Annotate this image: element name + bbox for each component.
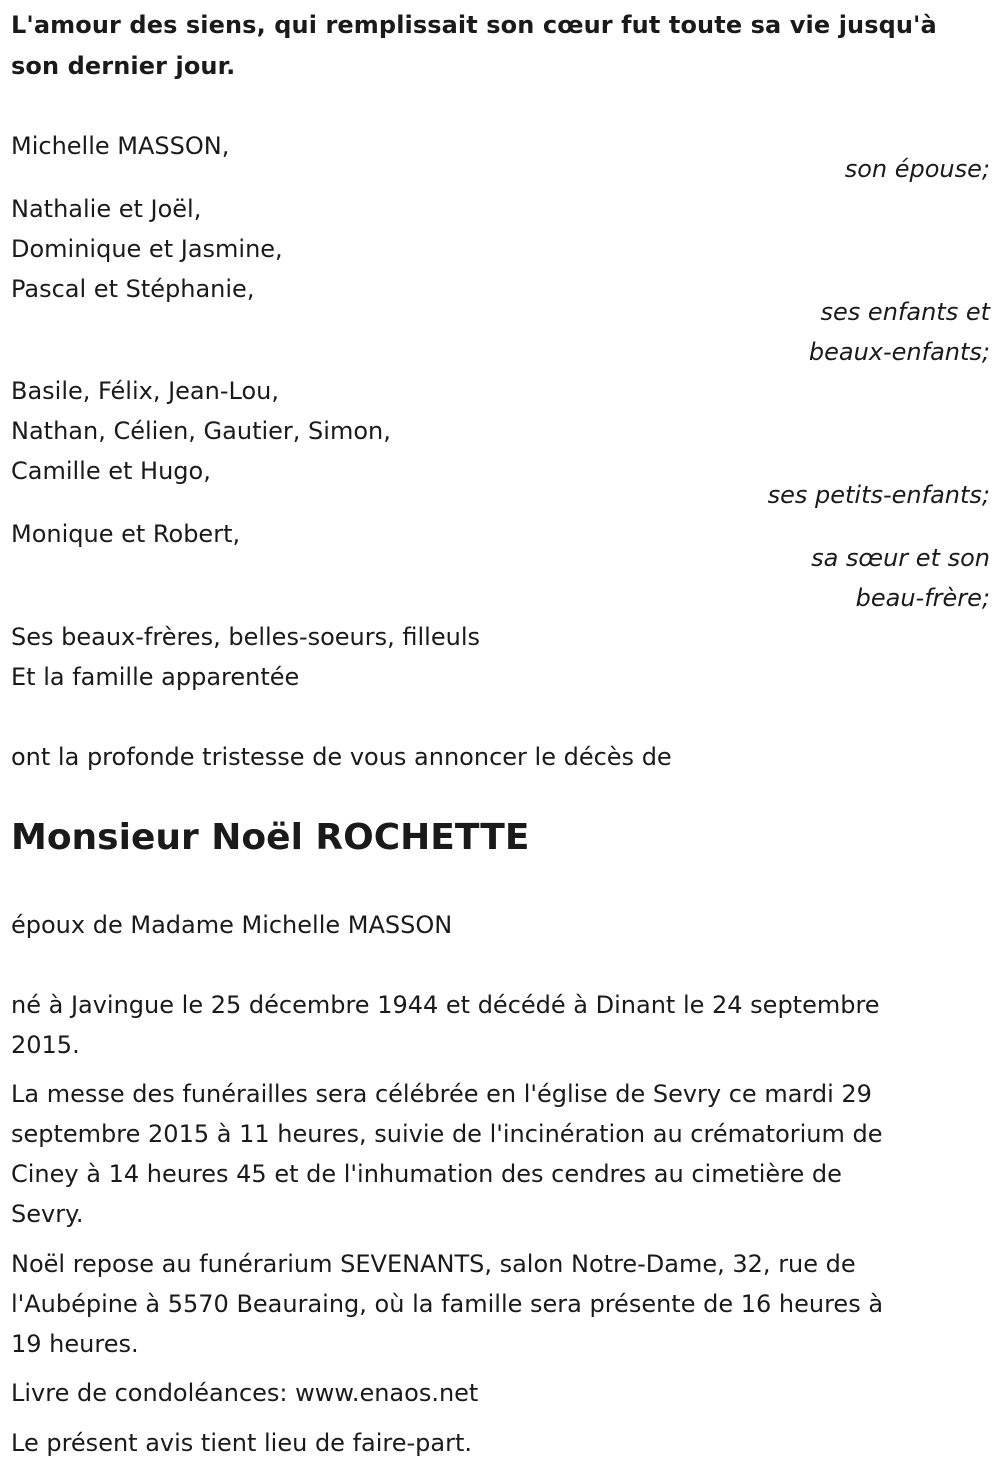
- birth-death-line: 2015.: [11, 1031, 80, 1059]
- notice-text: Le présent avis tient lieu de faire-part.: [11, 1429, 473, 1457]
- repose-line: l'Aubépine à 5570 Beauraing, où la famille sera présente de 16 heures à: [11, 1290, 884, 1318]
- funeral-line: Sevry.: [11, 1200, 84, 1228]
- epigraph-line-2: son dernier jour.: [11, 52, 236, 80]
- child-line: Dominique et Jasmine,: [11, 235, 283, 263]
- grandchild-line: Basile, Félix, Jean-Lou,: [11, 377, 279, 405]
- sibling-role: beau-frère;: [855, 584, 990, 612]
- grandchildren-role: ses petits-enfants;: [767, 481, 990, 509]
- child-line: Nathalie et Joël,: [11, 195, 202, 223]
- grandchild-line: Camille et Hugo,: [11, 457, 211, 485]
- spouse-role: son épouse;: [844, 155, 990, 183]
- sibling-role: sa sœur et son: [811, 544, 990, 572]
- epigraph-line-1: L'amour des siens, qui remplissait son cœur fut toute sa vie jusqu'à: [11, 11, 937, 39]
- grandchild-line: Nathan, Célien, Gautier, Simon,: [11, 417, 391, 445]
- condolences-link[interactable]: Livre de condoléances: www.enaos.net: [11, 1379, 479, 1407]
- spouse-name: Michelle MASSON,: [11, 132, 230, 160]
- child-line: Pascal et Stéphanie,: [11, 275, 255, 303]
- funeral-line: Ciney à 14 heures 45 et de l'inhumation des cendres au cimetière de: [11, 1160, 842, 1188]
- funeral-line: septembre 2015 à 11 heures, suivie de l'incinération au crématorium de: [11, 1120, 883, 1148]
- repose-line: Noël repose au funérarium SEVENANTS, salon Notre-Dame, 32, rue de: [11, 1250, 856, 1278]
- repose-line: 19 heures.: [11, 1330, 139, 1358]
- others-line: Et la famille apparentée: [11, 663, 300, 691]
- children-role: ses enfants et: [820, 298, 990, 326]
- obituary-notice: [11, 0, 990, 1478]
- deceased-name: Monsieur Noël ROCHETTE: [11, 817, 530, 858]
- sibling-name: Monique et Robert,: [11, 520, 241, 548]
- spouse-of-text: époux de Madame Michelle MASSON: [11, 911, 453, 939]
- funeral-line: La messe des funérailles sera célébrée en l'église de Sevry ce mardi 29: [11, 1080, 872, 1108]
- others-line: Ses beaux-frères, belles-soeurs, filleuls: [11, 623, 480, 651]
- children-role: beaux-enfants;: [808, 338, 990, 366]
- birth-death-line: né à Javingue le 25 décembre 1944 et décédé à Dinant le 24 septembre: [11, 991, 880, 1019]
- announcement-text: ont la profonde tristesse de vous annoncer le décès de: [11, 743, 672, 771]
